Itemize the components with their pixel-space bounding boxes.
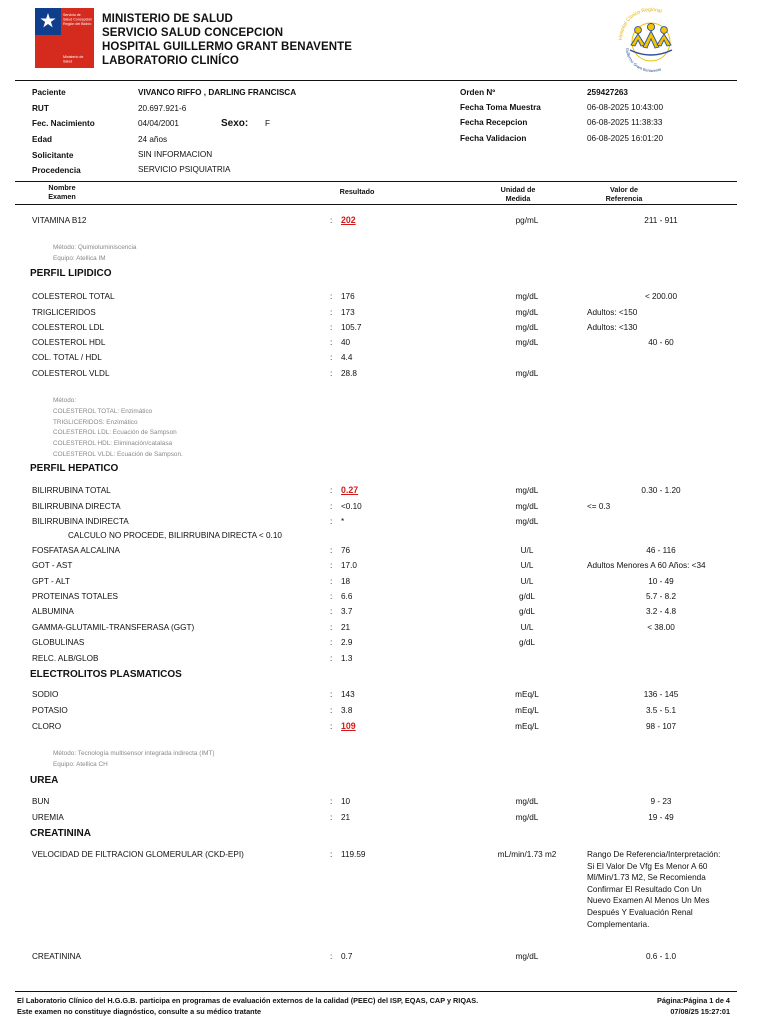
colon: : — [330, 308, 333, 317]
exam-result: 119.59 — [341, 850, 366, 859]
exam-name: COLESTEROL LDL — [32, 323, 105, 332]
colon: : — [330, 797, 333, 806]
exam-name: BILIRRUBINA TOTAL — [32, 486, 111, 495]
exam-result: 3.8 — [341, 706, 353, 715]
exam-result: * — [341, 517, 345, 526]
orden-label: Orden Nº — [460, 88, 496, 97]
exam-unit: g/dL — [519, 638, 535, 647]
exam-unit: mg/dL — [515, 323, 539, 332]
exam-name: ALBUMINA — [32, 607, 74, 616]
exam-result: 17.0 — [341, 561, 357, 570]
exam-result-abnormal: 109 — [341, 721, 356, 731]
exam-unit: pg/mL — [515, 216, 539, 225]
section-title-lipidico: PERFIL LIPIDICO — [30, 268, 112, 279]
table-row — [0, 638, 768, 650]
method-line: Equipo: Atellica CH — [53, 760, 108, 768]
exam-name: COLESTEROL TOTAL — [32, 292, 115, 301]
colon: : — [330, 292, 333, 301]
table-row — [0, 623, 768, 635]
col-nombre-line2: Examen — [48, 192, 76, 201]
exam-name: COLESTEROL VLDL — [32, 369, 110, 378]
exam-result: 10 — [341, 797, 351, 806]
recepcion-label: Fecha Recepcion — [460, 118, 528, 127]
exam-unit: mEq/L — [515, 690, 539, 699]
colon: : — [330, 323, 333, 332]
table-row — [0, 216, 768, 228]
print-timestamp: 07/08/25 15:27:01 — [670, 1006, 730, 1016]
header-line-3: HOSPITAL GUILLERMO GRANT BENAVENTE — [102, 41, 353, 53]
exam-reference: 5.7 - 8.2 — [645, 592, 677, 601]
method-note-lipidico — [53, 396, 183, 461]
col-unidad — [478, 185, 558, 203]
table-row — [0, 353, 768, 365]
hospital-logo — [612, 4, 690, 72]
exam-name: GPT - ALT — [32, 577, 70, 586]
section-title-hepatico: PERFIL HEPATICO — [30, 463, 119, 474]
exam-result: 1.3 — [341, 654, 353, 663]
exam-name: POTASIO — [32, 706, 68, 715]
header-line-2: SERVICIO SALUD CONCEPCION — [102, 27, 284, 39]
exam-result: 0.7 — [341, 952, 353, 961]
section-title-electrolitos: ELECTROLITOS PLASMATICOS — [30, 669, 182, 680]
exam-reference: 136 - 145 — [643, 690, 679, 699]
table-row — [0, 292, 768, 304]
logo-text-1: Servicio de — [63, 13, 81, 17]
method-line: Equipo: Atellica IM — [53, 254, 106, 262]
exam-unit: g/dL — [519, 592, 535, 601]
table-row — [0, 706, 768, 718]
exam-unit: mg/dL — [515, 308, 539, 317]
paciente-label: Paciente — [32, 88, 66, 97]
colon: : — [330, 577, 333, 586]
exam-name: CREATININA — [32, 952, 81, 961]
sexo-value: F — [265, 119, 271, 128]
exam-unit: mg/dL — [515, 369, 539, 378]
procedencia-label: Procedencia — [32, 166, 81, 175]
header-divider — [15, 80, 737, 81]
exam-name: GLOBULINAS — [32, 638, 85, 647]
colon: : — [330, 546, 333, 555]
exam-result: 18 — [341, 577, 351, 586]
exam-name: BILIRRUBINA INDIRECTA — [32, 517, 129, 526]
colon: : — [330, 850, 333, 859]
nacimiento-value: 04/04/2001 — [138, 119, 179, 128]
table-row — [0, 722, 768, 734]
colon: : — [330, 623, 333, 632]
exam-reference: 40 - 60 — [648, 338, 674, 347]
logo-text-4: Ministerio de — [63, 55, 84, 59]
toma-value: 06-08-2025 10:43:00 — [587, 103, 664, 112]
colon: : — [330, 502, 333, 511]
method-line: Método: — [53, 397, 77, 404]
sexo-label: Sexo: — [221, 118, 249, 129]
table-row — [0, 546, 768, 558]
footer-disclaimer — [17, 996, 478, 1017]
exam-unit: U/L — [520, 623, 534, 632]
exam-unit: mg/dL — [515, 813, 539, 822]
table-row — [0, 690, 768, 702]
table-row — [0, 607, 768, 619]
exam-reference: Adultos Menores A 60 Años: <34 — [587, 561, 706, 570]
exam-name: FOSFATASA ALCALINA — [32, 546, 120, 555]
footer-line-1: El Laboratorio Clínico del H.G.G.B. participa en programas de evaluación externos de la calidad (PEEC) del ISP, EQAS, CAP y RIQAS. — [17, 996, 479, 1005]
table-row — [0, 338, 768, 350]
col-unidad-line2: Medida — [505, 194, 531, 203]
method-line: Método: Tecnología multisensor integrada indirecta (IMT) — [53, 750, 215, 757]
exam-unit: g/dL — [519, 607, 535, 616]
exam-result: 105.7 — [341, 323, 362, 332]
exam-reference: 0.6 - 1.0 — [645, 952, 677, 961]
table-row — [0, 308, 768, 320]
exam-unit: mL/min/1.73 m2 — [497, 850, 557, 859]
exam-name: BUN — [32, 797, 50, 806]
exam-name: GAMMA-GLUTAMIL-TRANSFERASA (GGT) — [32, 623, 195, 632]
exam-name: PROTEINAS TOTALES — [32, 592, 118, 601]
footer-page-info — [657, 996, 730, 1017]
method-line: COLESTEROL HDL: Eliminación/catalasa — [53, 440, 173, 448]
exam-unit: mg/dL — [515, 517, 539, 526]
exam-name: VITAMINA B12 — [32, 216, 87, 225]
footer-line-2: Este examen no constituye diagnóstico, consulte a su médico tratante — [17, 1006, 262, 1016]
method-line: COLESTEROL TOTAL: Enzimático — [53, 407, 153, 415]
method-note-vitb12 — [53, 243, 136, 265]
exam-unit: mg/dL — [515, 502, 539, 511]
logo-text-5: Salud — [63, 59, 73, 64]
table-row — [0, 592, 768, 604]
section-title-creatinina: CREATININA — [30, 828, 91, 839]
table-row — [0, 797, 768, 809]
col-resultado: Resultado — [339, 187, 375, 196]
exam-name: CLORO — [32, 722, 62, 731]
exam-result-abnormal: 202 — [341, 215, 356, 225]
table-row — [0, 952, 768, 964]
exam-reference: 211 - 911 — [644, 216, 678, 225]
exam-unit: mEq/L — [515, 706, 539, 715]
col-unidad-line1: Unidad de — [500, 185, 536, 194]
exam-result: 173 — [341, 308, 355, 317]
exam-reference: 3.5 - 5.1 — [645, 706, 677, 715]
procedencia-value: SERVICIO PSIQUIATRIA — [138, 165, 231, 174]
exam-unit: U/L — [520, 577, 534, 586]
colon: : — [330, 813, 333, 822]
edad-value: 24 años — [138, 135, 168, 144]
vfg-reference-text: Rango De Referencia/Interpretación: Si El Valor De Vfg Es Menor A 60 Ml/Min/1.73 M2, Se Recomienda Confirmar El Resultado Con Un Nuevo Examen Al Menos Un Mes Después Y Evaluación Renal Complementaria. — [587, 850, 721, 929]
exam-unit: mg/dL — [515, 486, 539, 495]
table-row — [0, 577, 768, 589]
exam-unit: U/L — [520, 561, 534, 570]
colon: : — [330, 486, 333, 495]
hospital-logo-bottom-text: Guillermo Grant Benavente — [624, 47, 662, 72]
col-nombre-line1: Nombre — [48, 183, 76, 192]
page-number: Página:Página 1 de 4 — [657, 996, 730, 1005]
table-row — [0, 813, 768, 825]
exam-name: UREMIA — [32, 813, 64, 822]
colon: : — [330, 607, 333, 616]
method-line: TRIGLICERIDOS: Enzimático — [53, 418, 138, 426]
solicitante-value: SIN INFORMACION — [138, 150, 213, 159]
exam-unit: mg/dL — [515, 797, 539, 806]
method-line: COLESTEROL LDL: Ecuación de Sampson — [53, 429, 177, 437]
method-note-electrolitos — [53, 749, 215, 771]
gobierno-logo — [32, 6, 96, 70]
exam-result-abnormal: 0.27 — [341, 485, 359, 495]
table-row — [0, 369, 768, 381]
table-row — [0, 561, 768, 573]
nacimiento-label: Fec. Nacimiento — [32, 119, 95, 128]
columns-divider — [15, 204, 737, 205]
colon: : — [330, 338, 333, 347]
exam-reference: 10 - 49 — [648, 577, 674, 586]
colon: : — [330, 638, 333, 647]
exam-reference: 19 - 49 — [648, 813, 674, 822]
colon: : — [330, 592, 333, 601]
section-title-urea: UREA — [30, 775, 59, 786]
colon: : — [330, 654, 333, 663]
exam-result: 176 — [341, 292, 355, 301]
orden-value: 259427263 — [587, 88, 628, 97]
header-line-1: MINISTERIO DE SALUD — [102, 13, 233, 25]
colon: : — [330, 952, 333, 961]
exam-result: 76 — [341, 546, 351, 555]
table-row — [0, 654, 768, 666]
exam-reference: Adultos: <130 — [587, 323, 638, 332]
exam-reference: < 200.00 — [644, 292, 678, 301]
col-nombre — [30, 183, 94, 201]
colon: : — [330, 722, 333, 731]
exam-unit: mg/dL — [515, 338, 539, 347]
exam-reference: 9 - 23 — [650, 797, 672, 806]
exam-name: SODIO — [32, 690, 59, 699]
exam-reference: Adultos: <150 — [587, 308, 638, 317]
exam-result: 6.6 — [341, 592, 353, 601]
rut-value: 20.697.921-6 — [138, 104, 187, 113]
exam-result: 21 — [341, 813, 351, 822]
logo-text-2: Salud Concepción — [63, 17, 93, 22]
exam-reference: 0.30 - 1.20 — [641, 486, 681, 495]
exam-name: COL. TOTAL / HDL — [32, 353, 102, 362]
col-referencia — [584, 185, 664, 203]
bilirrubina-note: CALCULO NO PROCEDE, BILIRRUBINA DIRECTA < 0.10 — [68, 531, 282, 540]
exam-result: 28.8 — [341, 369, 357, 378]
exam-unit: mg/dL — [515, 952, 539, 961]
exam-unit: U/L — [520, 546, 534, 555]
col-referencia-line1: Valor de — [610, 185, 638, 194]
exam-name: GOT - AST — [32, 561, 73, 570]
exam-name: RELC. ALB/GLOB — [32, 654, 99, 663]
colon: : — [330, 690, 333, 699]
exam-result: 40 — [341, 338, 351, 347]
exam-name: BILIRRUBINA DIRECTA — [32, 502, 121, 511]
solicitante-label: Solicitante — [32, 151, 74, 160]
paciente-value: VIVANCO RIFFO , DARLING FRANCISCA — [138, 88, 297, 97]
colon: : — [330, 353, 333, 362]
exam-reference: <= 0.3 — [587, 502, 611, 511]
info-divider — [15, 181, 737, 182]
exam-reference: < 38.00 — [647, 623, 675, 632]
colon: : — [330, 369, 333, 378]
rut-label: RUT — [32, 104, 49, 113]
institution-header — [102, 12, 352, 68]
people-figures-icon — [630, 23, 672, 55]
exam-unit: mEq/L — [515, 722, 539, 731]
logo-text-3: Región del Biobío — [63, 22, 92, 26]
edad-label: Edad — [32, 135, 53, 144]
exam-result: 2.9 — [341, 638, 353, 647]
exam-name: COLESTEROL HDL — [32, 338, 106, 347]
recepcion-value: 06-08-2025 11:38:33 — [587, 118, 663, 127]
method-line: COLESTEROL VLDL: Ecuación de Sampson. — [53, 450, 183, 458]
validacion-label: Fecha Validacion — [460, 134, 527, 143]
colon: : — [330, 561, 333, 570]
header-line-4: LABORATORIO CLINÍCO — [102, 55, 239, 67]
toma-label: Fecha Toma Muestra — [460, 103, 541, 112]
table-row — [0, 517, 768, 529]
validacion-value: 06-08-2025 16:01:20 — [587, 134, 664, 143]
exam-result: 21 — [341, 623, 351, 632]
hospital-logo-top-text: Hospital Clínico Regional — [617, 6, 663, 41]
colon: : — [330, 706, 333, 715]
exam-result: 143 — [341, 690, 355, 699]
exam-unit: mg/dL — [515, 292, 539, 301]
colon: : — [330, 216, 333, 225]
exam-reference: 98 - 107 — [645, 722, 677, 731]
exam-result: <0.10 — [341, 502, 362, 511]
exam-reference: 46 - 116 — [646, 546, 676, 555]
table-row — [0, 323, 768, 335]
exam-name: VELOCIDAD DE FILTRACION GLOMERULAR (CKD-EPI) — [32, 850, 244, 859]
exam-reference: 3.2 - 4.8 — [645, 607, 677, 616]
exam-result: 4.4 — [341, 353, 353, 362]
exam-result: 3.7 — [341, 607, 353, 616]
table-row — [0, 486, 768, 498]
col-referencia-line2: Referencia — [605, 194, 643, 203]
table-row — [0, 502, 768, 514]
exam-name: TRIGLICERIDOS — [32, 308, 96, 317]
method-line: Método: Quimioluminiscencia — [53, 244, 137, 251]
colon: : — [330, 517, 333, 526]
footer-divider — [15, 991, 737, 992]
